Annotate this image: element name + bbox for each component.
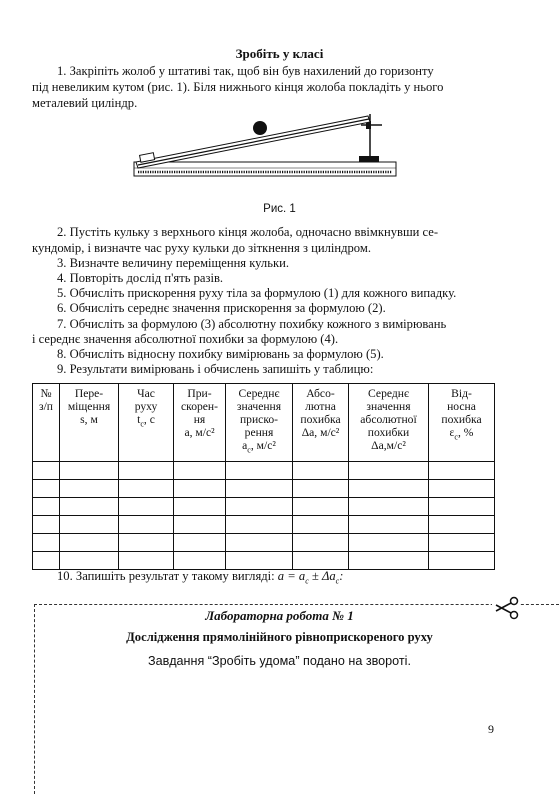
table-cell[interactable] [349, 480, 429, 498]
table-cell[interactable] [349, 552, 429, 570]
table-body [33, 462, 495, 570]
table-cell[interactable] [429, 534, 495, 552]
table-cell[interactable] [33, 498, 60, 516]
table-header-cell [429, 384, 495, 462]
header-line: s, м [80, 413, 98, 426]
header-line: При- [187, 387, 212, 400]
header-line: Δa, м/с² [301, 426, 340, 439]
table-cell[interactable] [349, 534, 429, 552]
cut-line-horizontal [34, 604, 559, 605]
table-header-cell [349, 384, 429, 462]
table-cell[interactable] [349, 516, 429, 534]
table-header-cell [60, 384, 119, 462]
header-line: Час [137, 387, 155, 400]
table-cell[interactable] [119, 498, 174, 516]
result-formula: $a = a_c \pm \Delta a_c$: [277, 569, 344, 586]
header-line: похибка [441, 413, 482, 426]
table-cell[interactable] [33, 462, 60, 480]
table-row [33, 462, 495, 480]
table-row [33, 534, 495, 552]
step7-line2: і середнє значення абсолютної похибки за формулою (4). [32, 332, 339, 346]
step4: 4. Повторіть дослід п'ять разів. [57, 271, 224, 285]
table-cell[interactable] [174, 480, 226, 498]
step6: 6. Обчисліть середнє значення прискорення за формулою (2). [57, 301, 386, 315]
table-cell[interactable] [226, 462, 293, 480]
table-row [33, 516, 495, 534]
header-line: № [40, 387, 52, 400]
header-line: Середнє [368, 387, 409, 400]
table-cell[interactable] [174, 516, 226, 534]
table-cell[interactable] [119, 516, 174, 534]
lab-task-note: Завдання “Зробіть удома” подано на звороті. [148, 654, 411, 668]
step1-line2: під невеликим кутом (рис. 1). Біля нижнього кінця жолоба покладіть у нього [32, 80, 444, 94]
table-cell[interactable] [119, 552, 174, 570]
table-cell[interactable] [174, 534, 226, 552]
table-cell[interactable] [119, 462, 174, 480]
table-cell[interactable] [293, 516, 349, 534]
table-header-row [33, 384, 495, 462]
table-header-cell [119, 384, 174, 462]
ball [253, 121, 267, 135]
header-line: носна [447, 400, 476, 413]
table-cell[interactable] [119, 480, 174, 498]
header-line: з/п [38, 400, 53, 413]
header-line: міщення [67, 400, 111, 413]
header-line: рення [244, 426, 274, 439]
step1-line3: металевий циліндр. [32, 96, 138, 110]
header-line: Від- [451, 387, 472, 400]
header-line: a, м/с² [184, 426, 215, 439]
header-line: Середнє [238, 387, 280, 400]
table-cell[interactable] [293, 462, 349, 480]
lab-work-subtitle: Дослідження прямолінійного рівноприскореного руху [126, 630, 433, 644]
table-cell[interactable] [33, 534, 60, 552]
header-line: похибки [367, 426, 410, 439]
header-line: Абсо- [306, 387, 335, 400]
table-header-cell [293, 384, 349, 462]
step7-line1: 7. Обчисліть за формулою (3) абсолютну похибку кожного з вимірювань [57, 317, 447, 331]
header-line: похибка [300, 413, 341, 426]
table-cell[interactable] [60, 480, 119, 498]
step2-line2: кундомір, і визначте час руху кульки до зіткнення з циліндром. [32, 241, 371, 255]
table-header-cell [226, 384, 293, 462]
table-cell[interactable] [429, 462, 495, 480]
table-cell[interactable] [60, 516, 119, 534]
table-cell[interactable] [33, 516, 60, 534]
table-cell[interactable] [60, 498, 119, 516]
table-row [33, 498, 495, 516]
header-line: абсолютної [360, 413, 417, 426]
table-cell[interactable] [33, 480, 60, 498]
table-row [33, 552, 495, 570]
table-cell[interactable] [226, 516, 293, 534]
header-line: лютна [305, 400, 336, 413]
table-cell[interactable] [174, 498, 226, 516]
step10-text: 10. Запишіть результат у такому вигляді: [57, 569, 278, 583]
base-board [134, 162, 396, 176]
table-header-cell [174, 384, 226, 462]
figure-caption: Рис. 1 [263, 203, 296, 215]
table-cell[interactable] [226, 498, 293, 516]
table-row [33, 480, 495, 498]
table-cell[interactable] [293, 534, 349, 552]
header-line: $\varepsilon_c$, % [449, 426, 474, 442]
page-number: 9 [488, 722, 494, 736]
header-line: Δa,м/с² [371, 439, 406, 452]
table-cell[interactable] [174, 462, 226, 480]
table-cell[interactable] [429, 480, 495, 498]
step9: 9. Результати вимірювань і обчислень запишіть у таблицю: [57, 362, 374, 376]
step8: 8. Обчисліть відносну похибку вимірювань за формулою (5). [57, 347, 384, 361]
table-cell[interactable] [60, 552, 119, 570]
step10 [57, 569, 343, 589]
step5: 5. Обчисліть прискорення руху тіла за формулою (1) для кожного випадку. [57, 286, 457, 300]
header-line: $a_c$, м/с² [242, 439, 276, 455]
table-cell[interactable] [60, 462, 119, 480]
step2-line1: 2. Пустіть кульку з верхнього кінця жолоба, одночасно ввімкнувши се- [57, 225, 439, 239]
table-header-cell [33, 384, 60, 462]
table-cell[interactable] [226, 534, 293, 552]
table-cell[interactable] [60, 534, 119, 552]
table-cell[interactable] [349, 462, 429, 480]
table-cell[interactable] [429, 552, 495, 570]
lab-work-title: Лабораторна робота № 1 [205, 608, 354, 623]
table-cell[interactable] [293, 498, 349, 516]
section-title: Зробіть у класі [235, 46, 324, 61]
table-cell[interactable] [429, 498, 495, 516]
table-cell[interactable] [226, 480, 293, 498]
header-line: руху [134, 400, 158, 413]
stand-foot [359, 156, 379, 162]
step3: 3. Визначте величину переміщення кульки. [57, 256, 289, 270]
results-table [32, 383, 495, 570]
inclined-chute-figure [130, 112, 402, 192]
table-cell[interactable] [174, 552, 226, 570]
header-line: приско- [239, 413, 279, 426]
header-line: значення [366, 400, 411, 413]
table-cell[interactable] [429, 516, 495, 534]
table-cell[interactable] [33, 552, 60, 570]
step1-line1: 1. Закріпіть жолоб у штативі так, щоб він був нахилений до горизонту [57, 64, 434, 78]
table-cell[interactable] [226, 552, 293, 570]
header-line: значення [236, 400, 282, 413]
table-cell[interactable] [349, 498, 429, 516]
header-line: скорен- [181, 400, 218, 413]
header-line: Пере- [74, 387, 104, 400]
table-cell[interactable] [119, 534, 174, 552]
table-cell[interactable] [293, 480, 349, 498]
table-cell[interactable] [293, 552, 349, 570]
header-line: ня [193, 413, 206, 426]
header-line: $t_c$, с [137, 413, 155, 429]
